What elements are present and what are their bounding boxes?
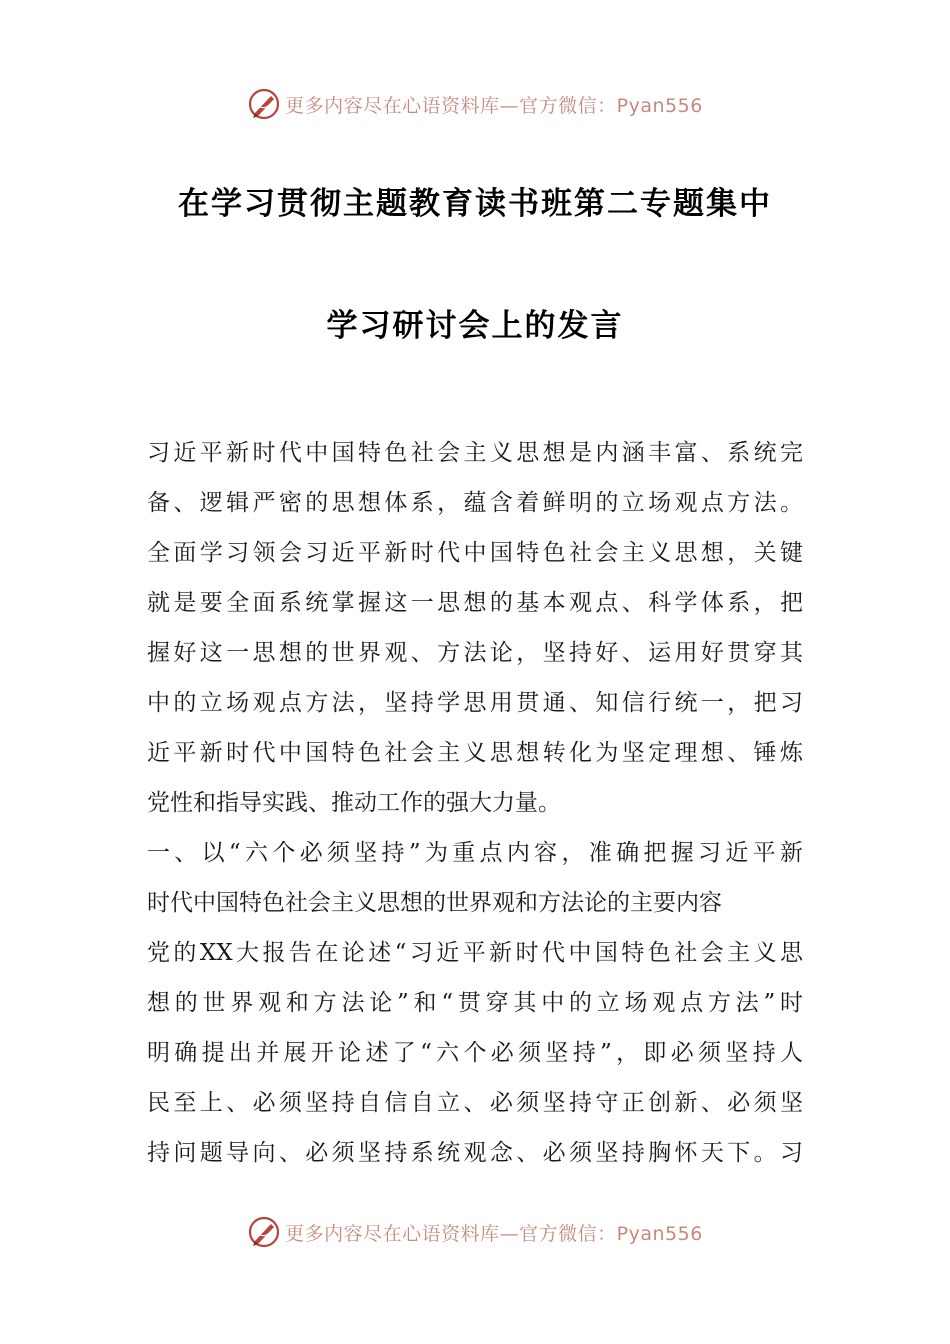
document-title-line-2: 学习研讨会上的发言 (326, 308, 624, 344)
header-watermark-banner (0, 84, 950, 124)
pen-logo-icon (247, 87, 281, 121)
body-line: 中的立场观点方法，坚持学思用贯通、知信行统一，把习 (147, 690, 803, 716)
body-line: 党的XX大报告在论述“习近平新时代中国特色社会主义思 (147, 940, 803, 966)
body-line: 全面学习领会习近平新时代中国特色社会主义思想，关键 (147, 540, 803, 566)
banner-text: 更多内容尽在心语资料库—官方微信：Pyan556 (285, 94, 703, 117)
wechat-id: Pyan556 (616, 94, 703, 117)
body-line: 民至上、必须坚持自信自立、必须坚持守正创新、必须坚 (147, 1090, 803, 1116)
body-line: 就是要全面系统掌握这一思想的基本观点、科学体系，把 (147, 590, 803, 616)
body-line: 习近平新时代中国特色社会主义思想是内涵丰富、系统完 (147, 440, 803, 466)
section-heading-line: 一、以“六个必须坚持”为重点内容，准确把握习近平新 (147, 840, 803, 866)
body-line: 近平新时代中国特色社会主义思想转化为坚定理想、锤炼 (147, 740, 803, 766)
body-line: 备、逻辑严密的思想体系，蕴含着鲜明的立场观点方法。 (147, 490, 803, 516)
document-body (147, 428, 803, 1178)
wechat-id: Pyan556 (616, 1222, 703, 1245)
body-line: 党性和指导实践、推动工作的强大力量。 (147, 790, 561, 816)
banner-text: 更多内容尽在心语资料库—官方微信：Pyan556 (285, 1222, 703, 1245)
body-line: 持问题导向、必须坚持系统观念、必须坚持胸怀天下。习 (147, 1140, 803, 1166)
document-title-line-1: 在学习贯彻主题教育读书班第二专题集中 (178, 186, 772, 222)
footer-watermark-banner (0, 1212, 950, 1252)
pen-logo-icon (247, 1215, 281, 1249)
body-line: 想的世界观和方法论”和“贯穿其中的立场观点方法”时 (147, 990, 803, 1016)
section-heading-line: 时代中国特色社会主义思想的世界观和方法论的主要内容 (147, 890, 722, 916)
body-line: 握好这一思想的世界观、方法论，坚持好、运用好贯穿其 (147, 640, 803, 666)
body-line: 明确提出并展开论述了“六个必须坚持”，即必须坚持人 (147, 1040, 803, 1066)
